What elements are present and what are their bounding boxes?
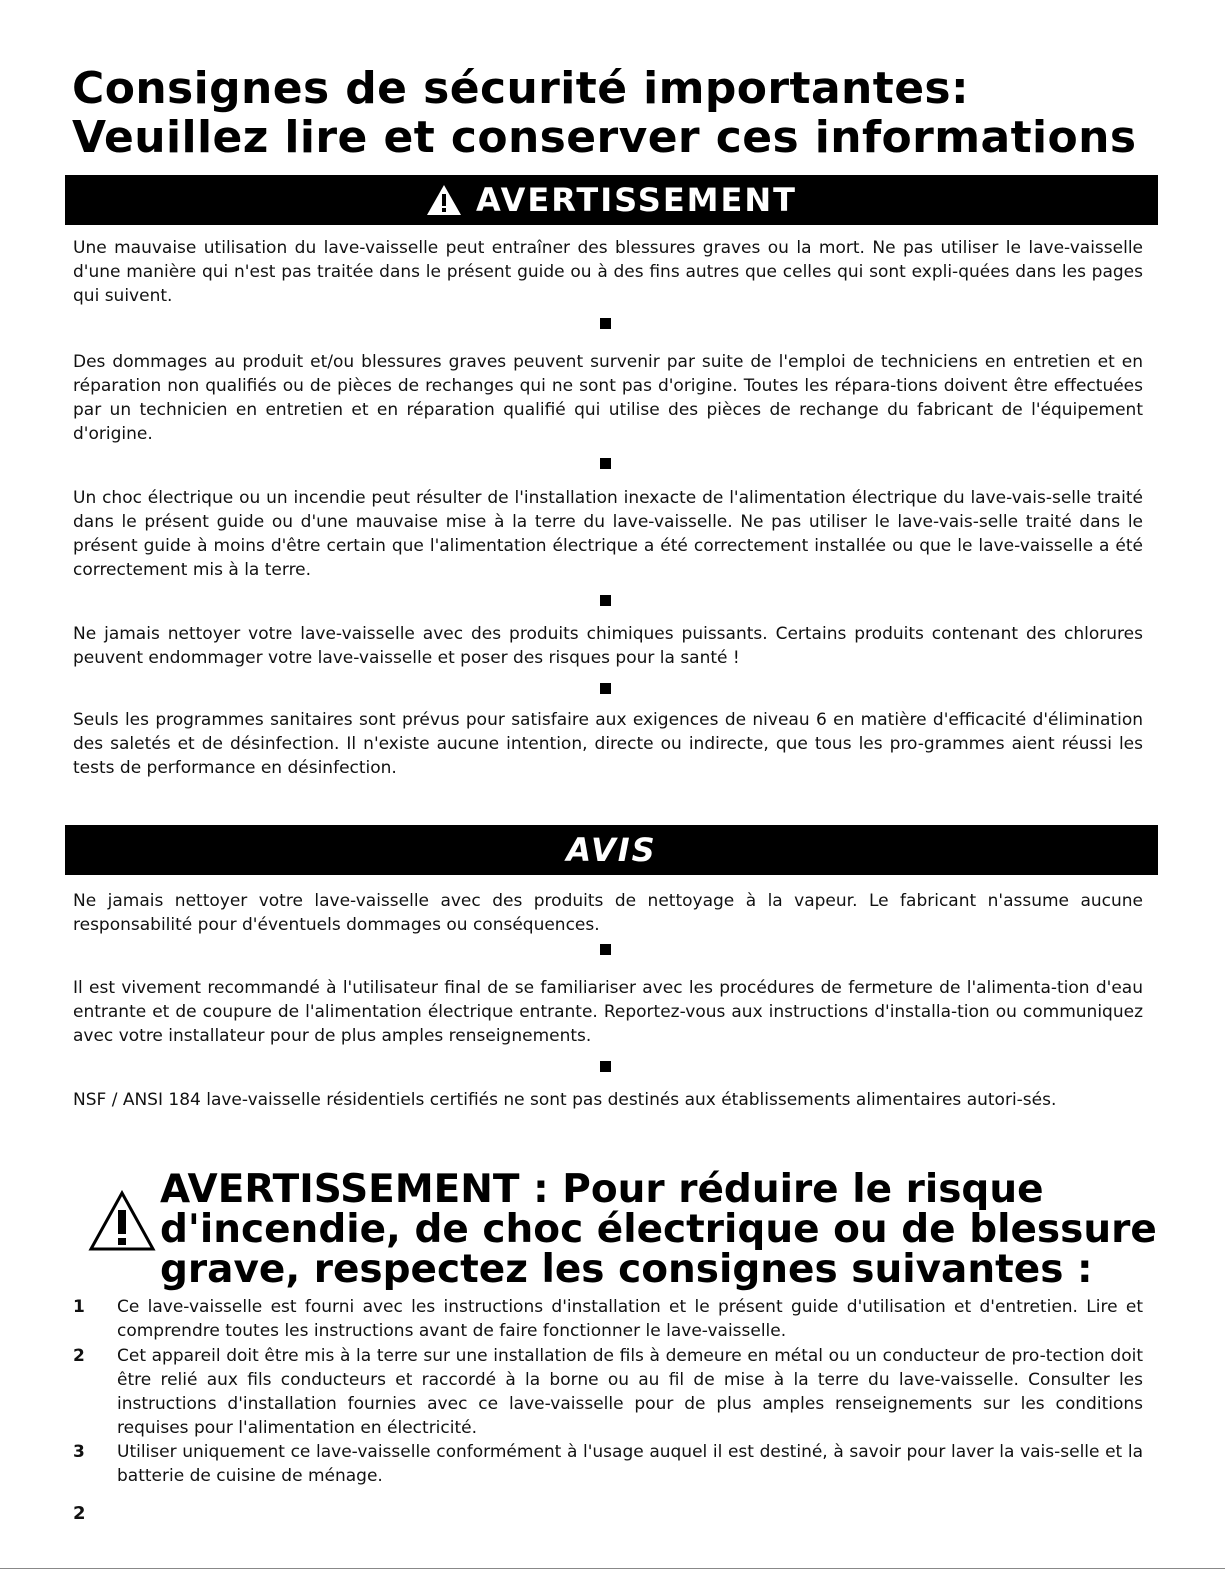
bottom-rule <box>0 1568 1225 1569</box>
list-text: Ce lave-vaisselle est fourni avec les instructions d'installation et le présent guide d'utilisation et d'entretien. Lire et comprendre toutes les instructions avant de faire fonctionner le lave-vaisselle. <box>117 1297 1143 1341</box>
avis-paragraph-2: Il est vivement recommandé à l'utilisateur final de se familiariser avec les procédures de fermeture de l'alimenta-tion d'eau entrante et de coupure de l'alimentation électrique entrante. Reportez-vous aux instructions d'installa-tion ou communiquez avec votre installateur pour de plus amples renseignements. <box>73 978 1143 1046</box>
separator-square <box>600 318 611 329</box>
separator-square <box>600 944 611 955</box>
separator-square <box>600 458 611 469</box>
list-text: Cet appareil doit être mis à la terre sur une installation de fils à demeure en métal ou un conducteur de pro-tection doit être relié aux fils conducteurs et raccordé à la borne ou au fil de mise à la terre du lave-vaisselle. Consulter les instructions d'installation fournies avec ce lave-vaisselle pour de plus amples renseignements sur les conditions requises pour l'alimentation en électricité. <box>117 1346 1143 1438</box>
list-number: 3 <box>73 1442 85 1462</box>
list-text: Utiliser uniquement ce lave-vaisselle conformément à l'usage auquel il est destiné, à savoir pour laver la vais-selle et la batterie de cuisine de ménage. <box>117 1442 1143 1486</box>
warning-banner <box>65 175 1158 225</box>
list-number: 1 <box>73 1297 85 1317</box>
warning-paragraph-3: Un choc électrique ou un incendie peut résulter de l'installation inexacte de l'alimentation électrique du lave-vais-selle traité dans le présent guide ou d'une mauvaise mise à la terre du lave-vaisselle. Ne pas utiliser le lave-vais-selle traité dans le présent guide à moins d'être certain que l'alimentation électrique a été correctement installée ou que le lave-vaisselle a été correctement mis à la terre. <box>73 488 1143 580</box>
warning-paragraph-5: Seuls les programmes sanitaires sont prévus pour satisfaire aux exigences de niveau 6 en matière d'efficacité d'élimination des saletés et de désinfection. Il n'existe aucune intention, directe ou indirecte, que tous les pro-grammes aient réussi les tests de performance en désinfection. <box>73 710 1143 778</box>
warning-triangle-outline-icon <box>88 1190 156 1252</box>
warning-paragraph-4: Ne jamais nettoyer votre lave-vaisselle avec des produits chimiques puissants. Certains produits contenant des chlorures peuvent endommager votre lave-vaisselle et poser des risques pour la santé ! <box>73 624 1143 668</box>
avis-paragraph-1: Ne jamais nettoyer votre lave-vaisselle avec des produits de nettoyage à la vapeur. Le fabricant n'assume aucune responsabilité pour d'éventuels dommages ou conséquences. <box>73 891 1143 935</box>
avis-banner-label: AVIS <box>566 831 657 869</box>
warning-triangle-icon <box>426 184 462 216</box>
big-warning-title: AVERTISSEMENT : Pour réduire le risque d'incendie, de choc électrique ou de blessure grave, respectez les consignes suivantes : <box>160 1167 1157 1292</box>
page-number: 2 <box>73 1503 86 1524</box>
list-number: 2 <box>73 1346 85 1366</box>
page-title: Consignes de sécurité importantes: Veuillez lire et conserver ces informations <box>72 63 1137 163</box>
separator-square <box>600 595 611 606</box>
avis-banner <box>65 825 1158 875</box>
warning-paragraph-1: Une mauvaise utilisation du lave-vaisselle peut entraîner des blessures graves ou la mort. Ne pas utiliser le lave-vaisselle d'une manière qui n'est pas traitée dans le présent guide ou à des fins autres que celles qui sont expli-quées dans les pages qui suivent. <box>73 238 1143 306</box>
separator-square <box>600 1061 611 1072</box>
avis-paragraph-3: NSF / ANSI 184 lave-vaisselle résidentiels certifiés ne sont pas destinés aux établissements alimentaires autori-sés. <box>73 1090 1057 1110</box>
warning-paragraph-2: Des dommages au produit et/ou blessures graves peuvent survenir par suite de l'emploi de techniciens en entretien et en réparation non qualifiés ou de pièces de rechanges qui ne sont pas d'origine. Toutes les répara-tions doivent être effectuées par un technicien en entretien et en réparation qualifié qui utilise des pièces de rechange du fabricant de l'équipement d'origine. <box>73 352 1143 444</box>
warning-banner-label: AVERTISSEMENT <box>476 181 797 219</box>
separator-square <box>600 683 611 694</box>
